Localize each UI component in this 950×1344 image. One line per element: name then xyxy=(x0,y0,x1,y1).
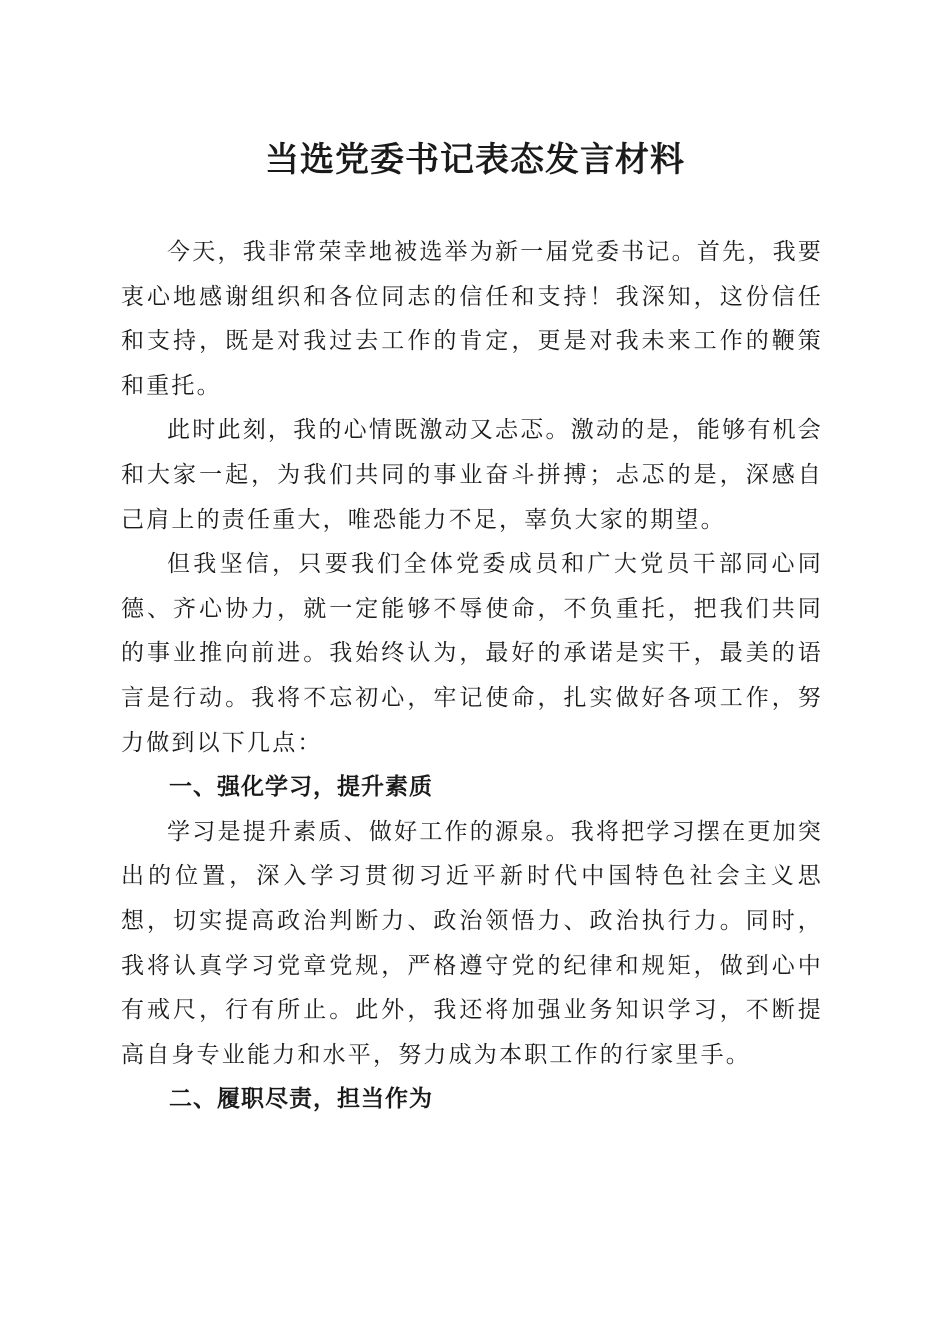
section-heading-study: 一、强化学习，提升素质 xyxy=(169,774,433,801)
document-body xyxy=(121,230,823,1122)
paragraph-study: 学习是提升素质、做好工作的源泉。我将把学习摆在更加突出的位置，深入学习贯彻习近平新时代中国特色社会主义思想，切实提高政治判断力、政治领悟力、政治执行力。同时，我将认真学习党章党规，严格遵守党的纪律和规矩，做到心中有戒尺，行有所止。此外，我还将加强业务知识学习，不断提高自身专业能力和水平，努力成为本职工作的行家里手。 xyxy=(121,818,823,1068)
paragraph-opening: 今天，我非常荣幸地被选举为新一届党委书记。首先，我要衷心地感谢组织和各位同志的信任和支持！我深知，这份信任和支持，既是对我过去工作的肯定，更是对我未来工作的鞭策和重托。 xyxy=(121,239,823,399)
paragraph-commitment: 但我坚信，只要我们全体党委成员和广大党员干部同心同德、齐心协力，就一定能够不辱使命，不负重托，把我们共同的事业推向前进。我始终认为，最好的承诺是实干，最美的语言是行动。我将不忘初心，牢记使命，扎实做好各项工作，努力做到以下几点： xyxy=(121,551,823,756)
document-title: 当选党委书记表态发言材料 xyxy=(265,140,685,180)
paragraph-feelings: 此时此刻，我的心情既激动又忐忑。激动的是，能够有机会和大家一起，为我们共同的事业奋斗拼搏；忐忑的是，深感自己肩上的责任重大，唯恐能力不足，辜负大家的期望。 xyxy=(121,417,823,533)
section-heading-duty: 二、履职尽责，担当作为 xyxy=(169,1086,433,1113)
